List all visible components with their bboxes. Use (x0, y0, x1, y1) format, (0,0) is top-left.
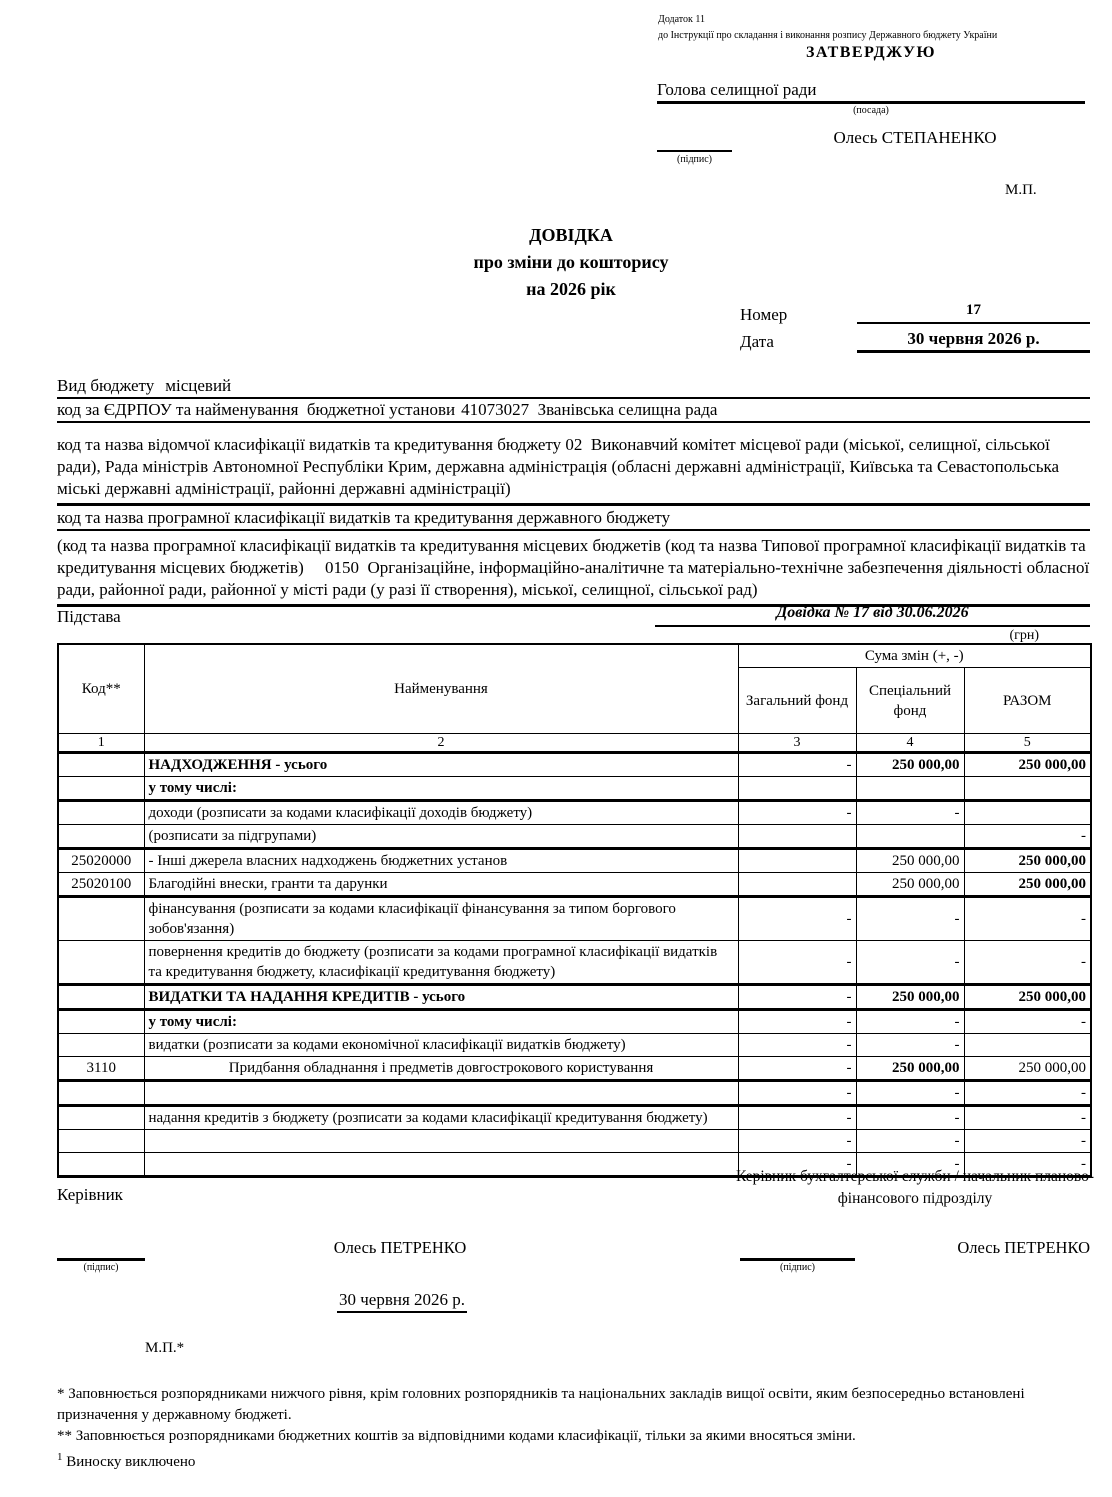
title-line1: ДОВІДКА (529, 225, 613, 245)
cell-name: Придбання обладнання і предметів довгострокового користування (144, 1057, 738, 1081)
cell-general-fund: - (738, 801, 856, 825)
budget-type-value: місцевий (165, 376, 232, 395)
col-number: 5 (964, 734, 1091, 753)
cell-total: 250 000,00 (964, 985, 1091, 1010)
cell-total: 250 000,00 (964, 1057, 1091, 1081)
cell-general-fund: - (738, 1034, 856, 1057)
cell-name: у тому числі: (144, 777, 738, 801)
cell-general-fund: - (738, 1010, 856, 1034)
signature-date: 30 червня 2026 р. (337, 1290, 467, 1313)
cell-code (58, 1130, 144, 1153)
cell-special-fund: 250 000,00 (856, 753, 964, 777)
cell-code (58, 1081, 144, 1106)
header-total: РАЗОМ (964, 668, 1091, 734)
cell-code (58, 985, 144, 1010)
table-row (58, 1130, 1091, 1153)
cell-code (58, 801, 144, 825)
cell-special-fund: - (856, 1106, 964, 1130)
cell-special-fund (856, 825, 964, 849)
table-row (58, 985, 1091, 1010)
appendix-note-line1: Додаток 11 (658, 14, 706, 25)
signature-caption: (підпис) (676, 154, 713, 165)
position-caption: (посада) (853, 105, 889, 116)
footnote-1: * Заповнюється розпорядниками нижчого рівня, крім головних розпорядників та національних закладів вищої освіти, яким безпосередньо встановлені призначення у державному бюджеті. (57, 1386, 1025, 1423)
table-row (58, 1106, 1091, 1130)
cell-general-fund: - (738, 1130, 856, 1153)
appendix-note-line2: до Інструкції про складання і виконання розпису Державного бюджету України (658, 30, 998, 41)
table-row (58, 777, 1091, 801)
table-row (58, 873, 1091, 897)
position-field (657, 80, 1085, 104)
cell-total: - (964, 941, 1091, 985)
cell-general-fund: - (738, 753, 856, 777)
table-row (58, 1081, 1091, 1106)
cell-total: - (964, 1106, 1091, 1130)
title-line2: про зміни до кошторису (473, 252, 669, 272)
col-number: 2 (144, 734, 738, 753)
header-sum-group: Сума змін (+, -) (738, 644, 1091, 668)
signature-line (657, 130, 732, 152)
right-signature-caption: (підпис) (779, 1262, 816, 1273)
column-numbers-row (58, 734, 1091, 753)
cell-code: 25020000 (58, 849, 144, 873)
cell-general-fund: - (738, 1153, 856, 1177)
footnote-3 (57, 1447, 1047, 1473)
cell-name: видатки (розписати за кодами економічної класифікації видатків бюджету) (144, 1034, 738, 1057)
left-signer-name: Олесь ПЕТРЕНКО (333, 1238, 467, 1257)
footnote-3-text: Виноску виключено (66, 1454, 196, 1470)
state-program-classification-field: код та назва програмної класифікації видатків та кредитування державного бюджету (57, 508, 1090, 531)
edrpou-field (57, 400, 1090, 423)
cell-name (144, 1130, 738, 1153)
approver-name: Олесь СТЕПАНЕНКО (833, 128, 997, 147)
cell-general-fund: - (738, 1106, 856, 1130)
left-signature-caption: (підпис) (83, 1262, 119, 1273)
number-value: 17 (857, 302, 1090, 324)
table-row (58, 1057, 1091, 1081)
table-row (58, 753, 1091, 777)
right-signer-name: Олесь ПЕТРЕНКО (957, 1238, 1090, 1257)
cell-total: - (964, 825, 1091, 849)
cell-name: фінансування (розписати за кодами класифікації фінансування за типом боргового зобов'язання) (144, 897, 738, 941)
seal-label: М.П. (1005, 182, 1037, 198)
cell-general-fund (738, 777, 856, 801)
cell-general-fund: - (738, 985, 856, 1010)
cell-code (58, 777, 144, 801)
budget-type-field (57, 376, 1090, 399)
cell-total (964, 777, 1091, 801)
departmental-classification-field: код та назва відомчої класифікації видатків та кредитування бюджету 02 Виконавчий комітет місцевої ради (міської, селищної, сільської ради), Рада міністрів Автономної Республіки Крим, державна адміністрація (обласні державні адміністрації, Київська та Севастопольська міські державні адміністрації, районні державні адміністрації) (57, 434, 1090, 506)
seal-asterisk-label: М.П.* (145, 1340, 185, 1356)
cell-name: повернення кредитів до бюджету (розписати за кодами програмної класифікації видатків та кредитування бюджету, класифікації кредитування бюджету) (144, 941, 738, 985)
cell-code (58, 941, 144, 985)
cell-total: - (964, 1130, 1091, 1153)
budget-type-label: Вид бюджету (57, 376, 155, 395)
number-label: Номер (740, 305, 788, 324)
cell-code: 25020100 (58, 873, 144, 897)
header-general-fund: Загальний фонд (738, 668, 856, 734)
cell-total: - (964, 1153, 1091, 1177)
cell-total: 250 000,00 (964, 753, 1091, 777)
changes-table (57, 643, 1092, 1178)
document-title (371, 222, 771, 303)
table-row (58, 825, 1091, 849)
right-signature-line (740, 1238, 855, 1261)
cell-total (964, 1034, 1091, 1057)
cell-general-fund (738, 825, 856, 849)
cell-total: - (964, 897, 1091, 941)
cell-name: ВИДАТКИ ТА НАДАННЯ КРЕДИТІВ - усього (144, 985, 738, 1010)
cell-special-fund: - (856, 801, 964, 825)
cell-special-fund: - (856, 1010, 964, 1034)
cell-name: - Інші джерела власних надходжень бюджетних установ (144, 849, 738, 873)
cell-name: доходи (розписати за кодами класифікації доходів бюджету) (144, 801, 738, 825)
cell-code (58, 1010, 144, 1034)
footnote-2: ** Заповнюється розпорядниками бюджетних коштів за відповідними кодами класифікації, тільки за якими вносяться зміни. (57, 1428, 856, 1444)
cell-special-fund: - (856, 1081, 964, 1106)
cell-code: 3110 (58, 1057, 144, 1081)
cell-special-fund: - (856, 1130, 964, 1153)
cell-general-fund: - (738, 941, 856, 985)
cell-special-fund: 250 000,00 (856, 985, 964, 1010)
cell-total: 250 000,00 (964, 873, 1091, 897)
cell-general-fund (738, 873, 856, 897)
cell-total: 250 000,00 (964, 849, 1091, 873)
cell-code (58, 897, 144, 941)
cell-code (58, 825, 144, 849)
table-row (58, 801, 1091, 825)
table-row (58, 897, 1091, 941)
cell-total (964, 801, 1091, 825)
cell-general-fund: - (738, 897, 856, 941)
cell-general-fund: - (738, 1057, 856, 1081)
cell-code (58, 753, 144, 777)
edrpou-value: 41073027 Званівська селищна рада (461, 400, 718, 419)
cell-special-fund: 250 000,00 (856, 849, 964, 873)
changes-table-wrap (57, 643, 1092, 1178)
right-signer-title: Керівник бухгалтерської служби / начальник планово-фінансового підрозділу (735, 1168, 1095, 1207)
cell-total: - (964, 1010, 1091, 1034)
cell-code (58, 1034, 144, 1057)
header-special-fund: Спеціальний фонд (856, 668, 964, 734)
table-body (58, 753, 1091, 1177)
cell-total: - (964, 1081, 1091, 1106)
cell-special-fund: - (856, 941, 964, 985)
col-number: 1 (58, 734, 144, 753)
cell-name: (розписати за підгрупами) (144, 825, 738, 849)
left-signature-line (57, 1238, 145, 1261)
table-row (58, 849, 1091, 873)
currency-note: (грн) (1009, 628, 1039, 643)
cell-special-fund: - (856, 897, 964, 941)
cell-special-fund: - (856, 1153, 964, 1177)
local-program-classification-field: (код та назва програмної класифікації видатків та кредитування місцевих бюджетів (код та назва Типової програмної класифікації видатків та кредитування місцевих бюджетів) 0150 Організаційне, інформаційно-аналітичне та матеріально-технічне забезпечення діяльності обласної ради, районної ради, районної у місті ради (у разі її створення), міської, селищної, сільської рад) (57, 535, 1090, 607)
cell-special-fund: - (856, 1034, 964, 1057)
basis-label: Підстава (57, 607, 121, 626)
footnotes (57, 1384, 1047, 1473)
table-row (58, 1010, 1091, 1034)
cell-name (144, 1081, 738, 1106)
basis-value: Довідка № 17 від 30.06.2026 (655, 604, 1090, 627)
table-row (58, 941, 1091, 985)
date-value: 30 червня 2026 р. (857, 329, 1090, 353)
left-signer-title: Керівник (57, 1185, 123, 1204)
footnote-3-marker: 1 (57, 1451, 63, 1463)
col-number: 4 (856, 734, 964, 753)
header-name: Найменування (144, 644, 738, 734)
cell-special-fund: 250 000,00 (856, 873, 964, 897)
header-code: Код** (58, 644, 144, 734)
cell-name: надання кредитів з бюджету (розписати за кодами класифікації кредитування бюджету) (144, 1106, 738, 1130)
cell-special-fund: 250 000,00 (856, 1057, 964, 1081)
cell-name (144, 1153, 738, 1177)
edrpou-label: код за ЄДРПОУ та найменування бюджетної установи (57, 400, 456, 419)
date-label: Дата (740, 332, 774, 351)
cell-general-fund: - (738, 1081, 856, 1106)
cell-name: Благодійні внески, гранти та дарунки (144, 873, 738, 897)
table-row (58, 1034, 1091, 1057)
cell-general-fund (738, 849, 856, 873)
title-line3: на 2026 рік (526, 279, 616, 299)
cell-code (58, 1153, 144, 1177)
col-number: 3 (738, 734, 856, 753)
approve-label: ЗАТВЕРДЖУЮ (805, 44, 937, 61)
cell-special-fund (856, 777, 964, 801)
cell-name: у тому числі: (144, 1010, 738, 1034)
cell-name: НАДХОДЖЕННЯ - усього (144, 753, 738, 777)
position-value: Голова селищної ради (657, 80, 817, 99)
cell-code (58, 1106, 144, 1130)
table-header-row (58, 644, 1091, 668)
